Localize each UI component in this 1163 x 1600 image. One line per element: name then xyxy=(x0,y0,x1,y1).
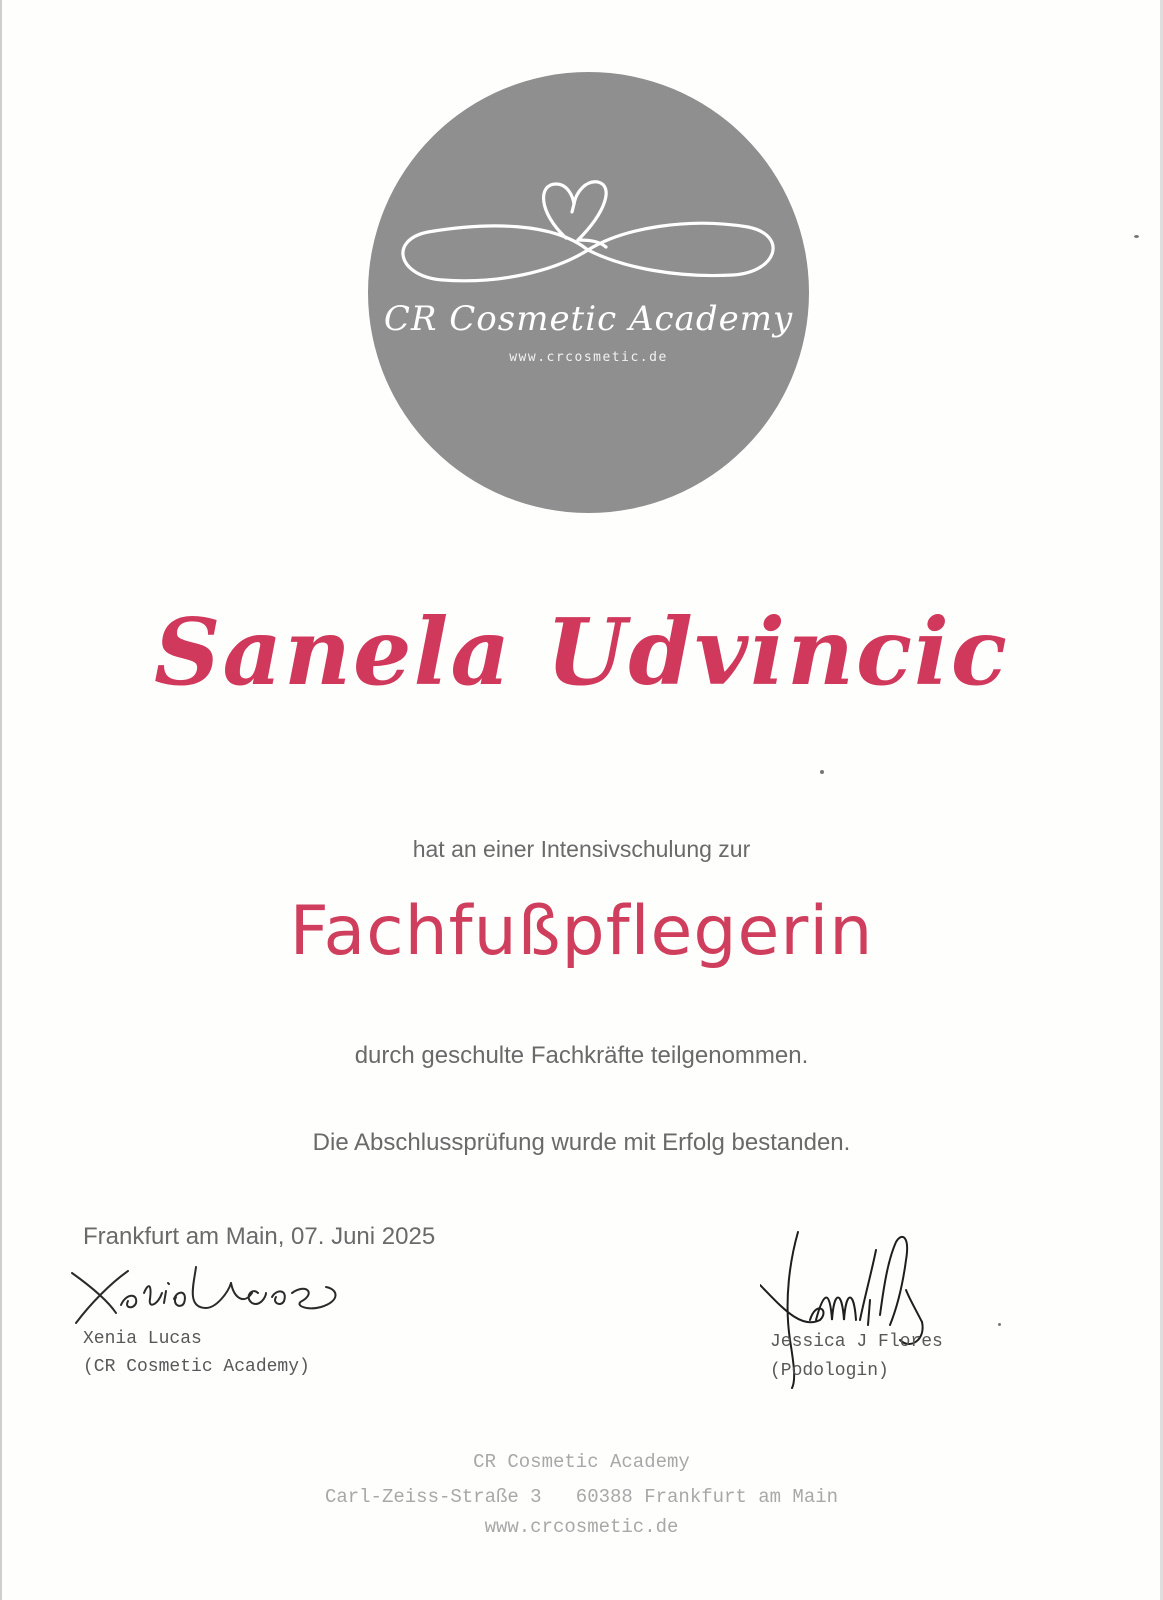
exam-result-text: Die Abschlussprüfung wurde mit Erfolg bestanden. xyxy=(312,1129,851,1156)
scan-speck xyxy=(820,770,824,774)
academy-logo xyxy=(368,72,809,513)
participation-text: durch geschulte Fachkräfte teilgenommen. xyxy=(354,1042,809,1069)
signer-right-role: (Podologin) xyxy=(770,1361,889,1381)
scan-speck xyxy=(1134,235,1139,238)
footer-organization: CR Cosmetic Academy xyxy=(473,1451,690,1473)
signature-left-icon xyxy=(66,1253,366,1333)
scan-speck xyxy=(998,1323,1001,1326)
place-and-date: Frankfurt am Main, 07. Juni 2025 xyxy=(83,1223,436,1250)
signer-left-name: Xenia Lucas xyxy=(83,1329,202,1349)
footer-website: www.crcosmetic.de xyxy=(484,1516,679,1538)
intro-text: hat an einer Intensivschulung zur xyxy=(412,836,751,862)
recipient-name: Sanela Udvincic xyxy=(154,598,1009,706)
logo-website: www.crcosmetic.de xyxy=(509,350,668,365)
footer-address: Carl-Zeiss-Straße 3 60388 Frankfurt am Main xyxy=(324,1486,839,1508)
signer-right-name: Jessica J Flores xyxy=(770,1332,943,1352)
signer-left-organization: (CR Cosmetic Academy) xyxy=(83,1357,310,1377)
infinity-heart-logo-icon xyxy=(368,72,809,513)
course-title: Fachfußpflegerin xyxy=(289,892,874,971)
logo-academy-name: CR Cosmetic Academy xyxy=(383,299,794,339)
scan-edge-left xyxy=(0,0,2,1600)
signature-left xyxy=(66,1253,366,1338)
